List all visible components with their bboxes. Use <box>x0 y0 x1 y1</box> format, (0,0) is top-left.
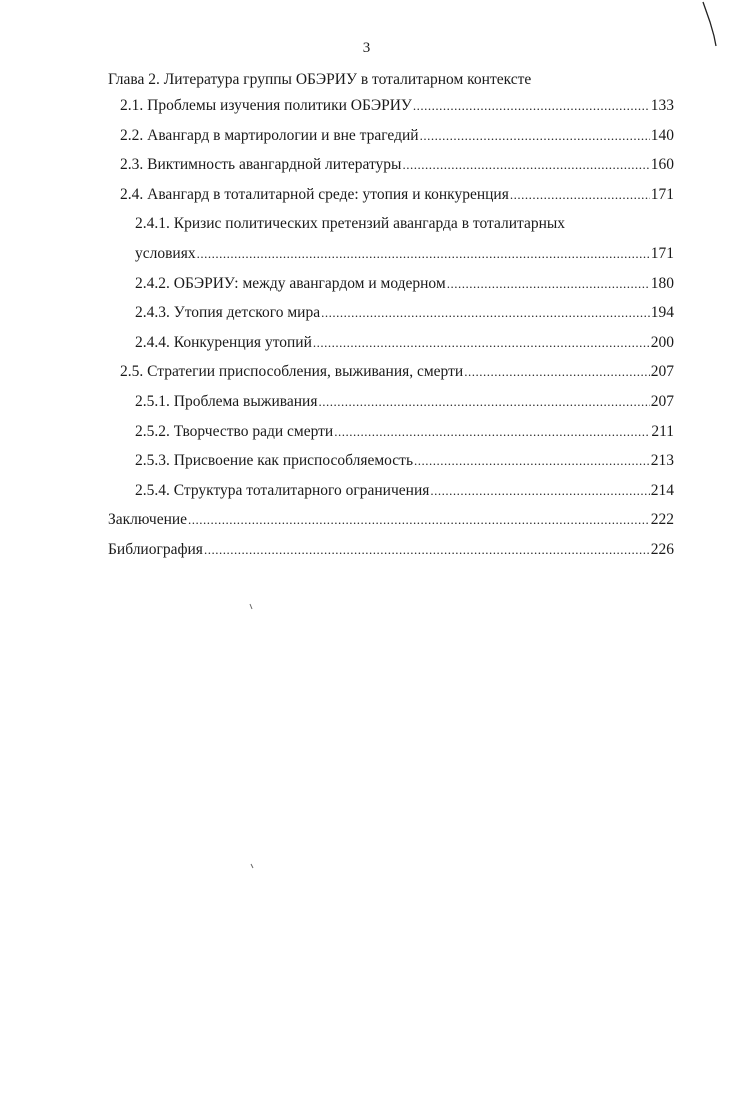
toc-leader-dots <box>510 180 650 210</box>
toc-entry[interactable] <box>108 505 674 535</box>
toc-entry-title: 2.5. Стратегии приспособления, выживания, смерти <box>120 363 464 381</box>
toc-entry-page: 207 <box>650 363 674 381</box>
toc-entry[interactable] <box>108 269 674 299</box>
toc-entry[interactable] <box>108 328 674 358</box>
scan-speck <box>250 604 252 609</box>
toc-chapter-title: Глава 2. Литература группы ОБЭРИУ в тоталитарном контексте <box>108 71 532 88</box>
toc-entry[interactable] <box>108 357 674 387</box>
toc-entry-page: 140 <box>650 126 674 144</box>
toc-entry[interactable] <box>108 150 674 180</box>
toc-entry-title: 2.5.3. Присвоение как приспособляемость <box>135 452 414 470</box>
toc-entry-title: 2.4. Авангард в тоталитарной среде: утопия и конкуренция <box>120 185 509 203</box>
toc-entry-title: 2.2. Авангард в мартирологии и вне трагедий <box>120 126 419 144</box>
toc-entry-page: 226 <box>650 540 674 558</box>
toc-entry-title: Заключение <box>108 511 188 529</box>
toc-entry-page: 160 <box>650 156 674 174</box>
toc-entry-title: 2.3. Виктимность авангардной литературы <box>120 156 402 174</box>
toc-entry-page: 171 <box>650 185 674 203</box>
page-number: 3 <box>362 40 371 56</box>
toc-leader-dots <box>420 121 650 151</box>
toc-entry-title: 2.4.2. ОБЭРИУ: между авангардом и модерном <box>135 274 446 292</box>
toc-entry[interactable] <box>108 417 674 447</box>
toc-leader-dots <box>197 239 650 269</box>
toc-entry-page: 214 <box>650 481 674 499</box>
toc-entry-title: 2.5.2. Творчество ради смерти <box>135 422 334 440</box>
toc-entry[interactable] <box>108 446 674 476</box>
toc-entry-page: 213 <box>650 452 674 470</box>
toc-entry[interactable] <box>108 476 674 506</box>
toc-entry[interactable] <box>108 298 674 328</box>
toc-entry-title: 2.5.4. Структура тоталитарного ограничения <box>135 481 430 499</box>
toc-entry-title: 2.1. Проблемы изучения политики ОБЭРИУ <box>120 97 412 114</box>
toc-entry[interactable] <box>108 180 674 210</box>
toc-entry[interactable] <box>108 121 674 151</box>
toc-leader-dots <box>188 505 650 535</box>
toc-entry-page: 171 <box>650 244 674 262</box>
toc-leader-dots <box>313 328 650 358</box>
toc-entry[interactable] <box>108 535 674 565</box>
toc-entry-page: 222 <box>650 511 674 529</box>
toc-entry-title-line2: условиях <box>135 244 196 262</box>
toc-leader-dots <box>318 387 649 417</box>
table-of-contents <box>108 68 674 565</box>
toc-leader-dots <box>334 417 650 447</box>
toc-leader-dots <box>413 91 650 121</box>
toc-entry-page: 211 <box>651 422 674 440</box>
toc-entry-page: 180 <box>650 274 674 292</box>
toc-entry[interactable] <box>108 239 674 269</box>
toc-leader-dots <box>430 476 649 506</box>
toc-entry-page: 200 <box>650 333 674 351</box>
toc-leader-dots <box>464 357 650 387</box>
toc-entry-title: Библиография <box>108 540 203 558</box>
toc-entry-page: 133 <box>650 97 674 114</box>
toc-leader-dots <box>321 298 650 328</box>
toc-entry-title: 2.4.4. Конкуренция утопий <box>135 333 312 351</box>
toc-entry-page: 194 <box>650 304 674 322</box>
toc-leader-dots <box>447 269 650 299</box>
toc-entry-title: 2.5.1. Проблема выживания <box>135 392 318 410</box>
scan-speck <box>251 864 253 868</box>
toc-entry-page: 207 <box>650 392 674 410</box>
toc-leader-dots <box>402 150 649 180</box>
toc-entry[interactable] <box>108 387 674 417</box>
toc-entry-title: 2.4.3. Утопия детского мира <box>135 304 321 322</box>
toc-entry-title-line1[interactable]: 2.4.1. Кризис политических претензий авангарда в тоталитарных <box>135 215 566 233</box>
toc-leader-dots <box>204 535 650 565</box>
toc-entry[interactable] <box>108 91 674 121</box>
toc-leader-dots <box>414 446 650 476</box>
